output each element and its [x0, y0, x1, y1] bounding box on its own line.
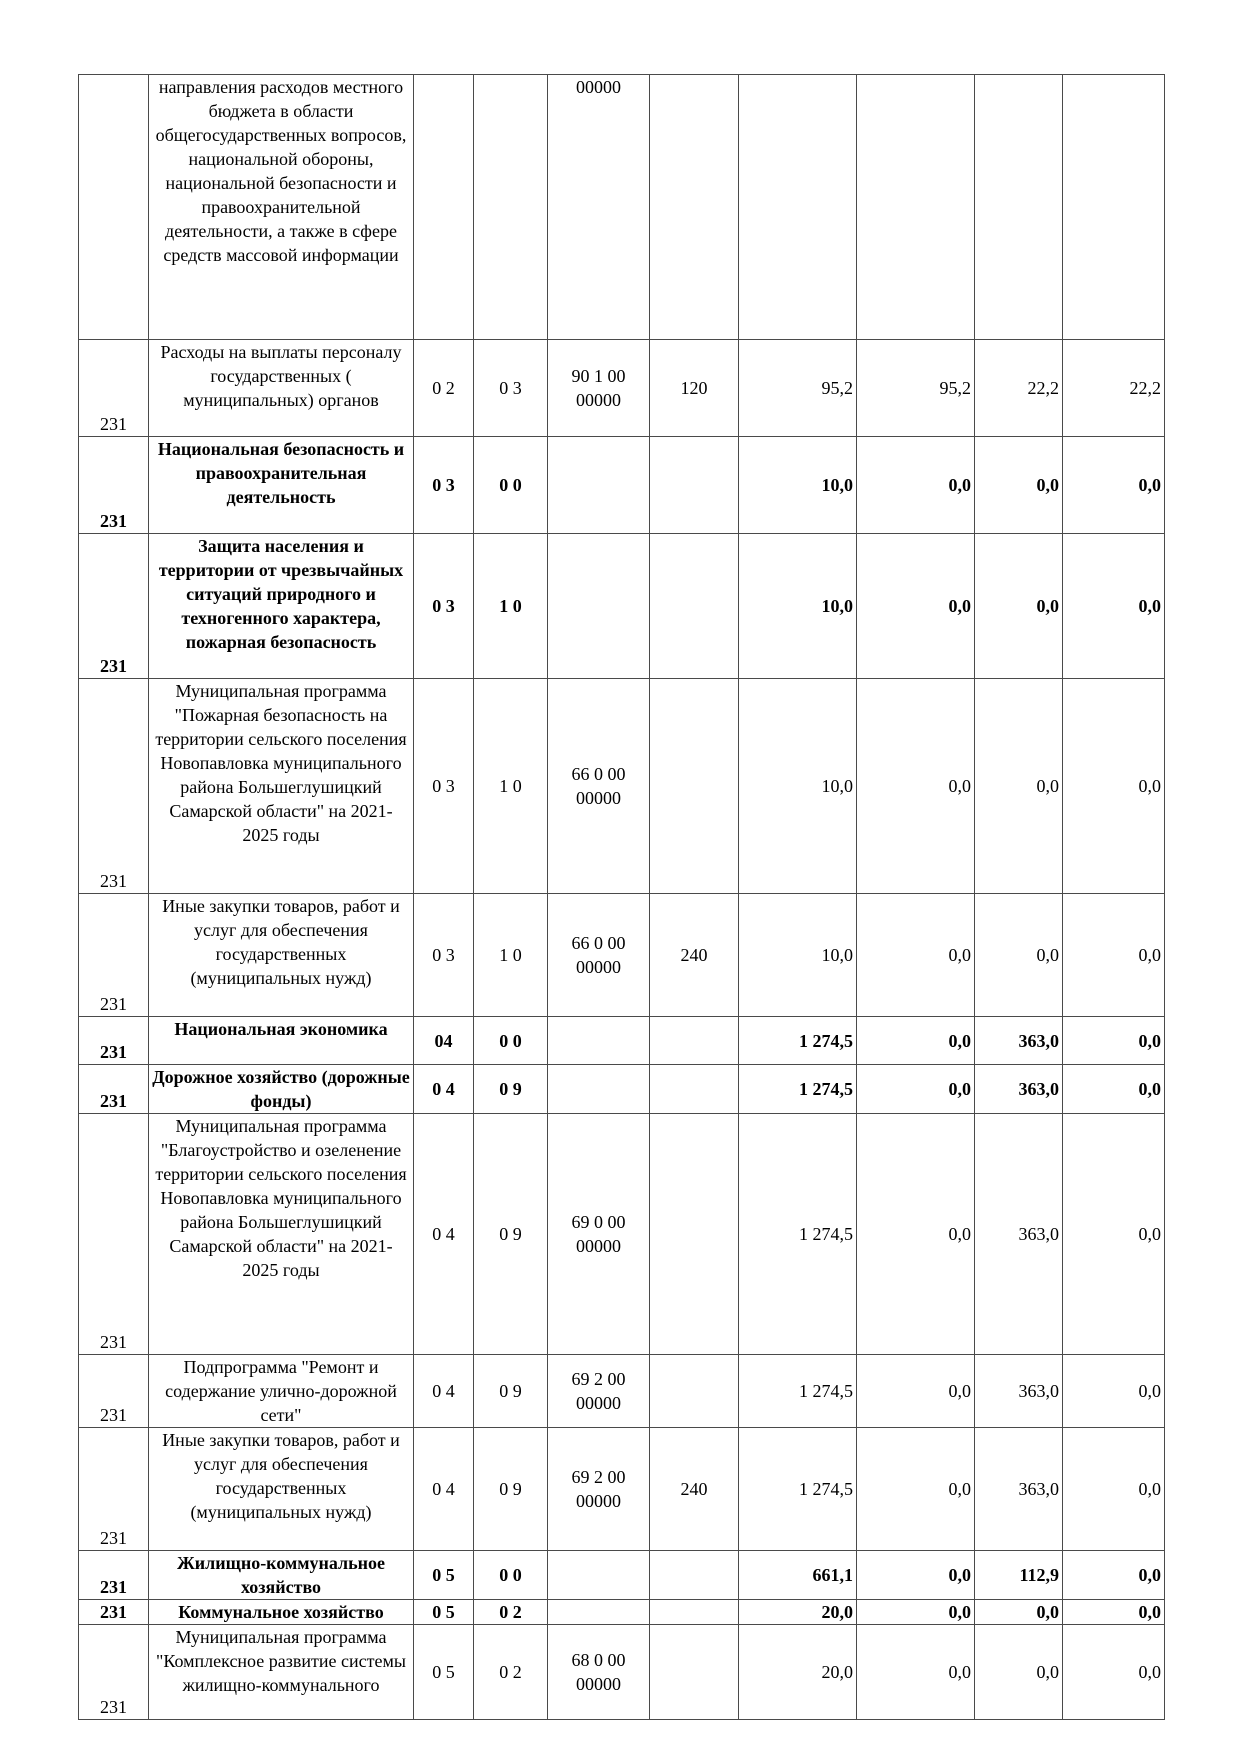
cell-code: 231	[79, 1355, 149, 1428]
cell-target-article	[548, 1600, 650, 1625]
cell-amount-4: 0,0	[1063, 679, 1165, 894]
cell-code: 231	[79, 1600, 149, 1625]
cell-target-article	[548, 1017, 650, 1065]
cell-amount-4: 0,0	[1063, 437, 1165, 534]
table-row	[79, 340, 1165, 437]
cell-amount-2: 0,0	[857, 1017, 975, 1065]
cell-name: Расходы на выплаты персоналу государственных ( муниципальных) органов	[149, 340, 414, 437]
cell-amount-3: 0,0	[975, 679, 1063, 894]
cell-amount-1: 10,0	[739, 894, 857, 1017]
cell-code: 231	[79, 534, 149, 679]
table-row	[79, 894, 1165, 1017]
cell-amount-4: 0,0	[1063, 1428, 1165, 1551]
cell-code: 231	[79, 894, 149, 1017]
cell-amount-1: 661,1	[739, 1551, 857, 1600]
cell-amount-1: 1 274,5	[739, 1355, 857, 1428]
cell-expense-type	[650, 1114, 739, 1355]
cell-amount-1	[739, 75, 857, 340]
cell-section: 0 3	[414, 894, 474, 1017]
cell-name: Муниципальная программа "Комплексное развитие системы жилищно-коммунального	[149, 1625, 414, 1720]
cell-subsection: 1 0	[474, 679, 548, 894]
cell-amount-4: 0,0	[1063, 534, 1165, 679]
cell-amount-3: 363,0	[975, 1355, 1063, 1428]
cell-name: Национальная экономика	[149, 1017, 414, 1065]
cell-amount-1: 20,0	[739, 1625, 857, 1720]
cell-section: 0 5	[414, 1600, 474, 1625]
cell-name: Подпрограмма "Ремонт и содержание улично-дорожной сети"	[149, 1355, 414, 1428]
cell-target-article: 66 0 00 00000	[548, 894, 650, 1017]
cell-target-article	[548, 1065, 650, 1114]
cell-amount-2: 0,0	[857, 1065, 975, 1114]
cell-amount-3: 363,0	[975, 1017, 1063, 1065]
cell-amount-2	[857, 75, 975, 340]
cell-name: Иные закупки товаров, работ и услуг для обеспечения государственных (муниципальных нужд)	[149, 894, 414, 1017]
table-row	[79, 1017, 1165, 1065]
cell-amount-4: 0,0	[1063, 1600, 1165, 1625]
cell-amount-3: 0,0	[975, 1625, 1063, 1720]
cell-amount-2: 0,0	[857, 1355, 975, 1428]
cell-amount-2: 0,0	[857, 1114, 975, 1355]
cell-amount-4: 0,0	[1063, 1114, 1165, 1355]
cell-amount-2: 0,0	[857, 894, 975, 1017]
cell-section: 0 2	[414, 340, 474, 437]
cell-expense-type	[650, 75, 739, 340]
table-row	[79, 437, 1165, 534]
cell-amount-2: 95,2	[857, 340, 975, 437]
cell-section: 0 5	[414, 1625, 474, 1720]
cell-amount-3: 112,9	[975, 1551, 1063, 1600]
cell-amount-3: 0,0	[975, 437, 1063, 534]
cell-section: 0 4	[414, 1428, 474, 1551]
cell-expense-type	[650, 437, 739, 534]
table-row	[79, 1114, 1165, 1355]
cell-expense-type: 240	[650, 1428, 739, 1551]
cell-expense-type	[650, 1017, 739, 1065]
cell-amount-2: 0,0	[857, 534, 975, 679]
cell-name: Национальная безопасность и правоохранительная деятельность	[149, 437, 414, 534]
cell-code: 231	[79, 340, 149, 437]
cell-amount-3: 22,2	[975, 340, 1063, 437]
cell-section: 04	[414, 1017, 474, 1065]
cell-subsection: 0 9	[474, 1428, 548, 1551]
cell-amount-4: 22,2	[1063, 340, 1165, 437]
cell-amount-1: 10,0	[739, 534, 857, 679]
cell-code: 231	[79, 1428, 149, 1551]
cell-target-article: 69 0 00 00000	[548, 1114, 650, 1355]
cell-target-article	[548, 534, 650, 679]
cell-amount-3	[975, 75, 1063, 340]
table-row	[79, 1065, 1165, 1114]
cell-target-article: 00000	[548, 75, 650, 340]
cell-amount-2: 0,0	[857, 1551, 975, 1600]
cell-name: Муниципальная программа "Пожарная безопасность на территории сельского поселения Новопавловка муниципального района Большеглушицкий Самарской области" на 2021-2025 годы	[149, 679, 414, 894]
cell-code: 231	[79, 1625, 149, 1720]
cell-subsection: 1 0	[474, 894, 548, 1017]
cell-subsection: 0 2	[474, 1600, 548, 1625]
cell-expense-type	[650, 1065, 739, 1114]
cell-amount-4: 0,0	[1063, 894, 1165, 1017]
cell-target-article: 69 2 00 00000	[548, 1355, 650, 1428]
cell-subsection: 0 0	[474, 1551, 548, 1600]
cell-amount-2: 0,0	[857, 1600, 975, 1625]
cell-amount-2: 0,0	[857, 437, 975, 534]
cell-target-article: 66 0 00 00000	[548, 679, 650, 894]
cell-amount-4: 0,0	[1063, 1065, 1165, 1114]
cell-amount-3: 363,0	[975, 1428, 1063, 1551]
cell-name: направления расходов местного бюджета в области общегосударственных вопросов, национальной обороны, национальной безопасности и правоохранительной деятельности, а также в сфере средств массовой информации	[149, 75, 414, 340]
cell-amount-2: 0,0	[857, 679, 975, 894]
cell-section: 0 4	[414, 1114, 474, 1355]
cell-amount-1: 95,2	[739, 340, 857, 437]
cell-code: 231	[79, 1017, 149, 1065]
cell-amount-3: 0,0	[975, 1600, 1063, 1625]
cell-amount-4: 0,0	[1063, 1625, 1165, 1720]
cell-section: 0 5	[414, 1551, 474, 1600]
cell-amount-1: 1 274,5	[739, 1065, 857, 1114]
cell-code: 231	[79, 1551, 149, 1600]
cell-amount-1: 1 274,5	[739, 1017, 857, 1065]
table-row	[79, 1355, 1165, 1428]
cell-subsection: 0 0	[474, 1017, 548, 1065]
cell-expense-type	[650, 1355, 739, 1428]
cell-amount-1: 1 274,5	[739, 1114, 857, 1355]
cell-expense-type	[650, 679, 739, 894]
cell-name: Жилищно-коммунальное хозяйство	[149, 1551, 414, 1600]
cell-subsection: 1 0	[474, 534, 548, 679]
table-row	[79, 75, 1165, 340]
cell-amount-2: 0,0	[857, 1428, 975, 1551]
cell-subsection: 0 9	[474, 1065, 548, 1114]
cell-amount-3: 363,0	[975, 1065, 1063, 1114]
cell-name: Муниципальная программа "Благоустройство и озеленение территории сельского поселения Новопавловка муниципального района Большеглушицкий Самарской области" на 2021-2025 годы	[149, 1114, 414, 1355]
cell-section: 0 3	[414, 679, 474, 894]
cell-section: 0 3	[414, 534, 474, 679]
cell-name: Иные закупки товаров, работ и услуг для обеспечения государственных (муниципальных нужд)	[149, 1428, 414, 1551]
cell-subsection: 0 9	[474, 1355, 548, 1428]
cell-subsection: 0 2	[474, 1625, 548, 1720]
cell-section: 0 4	[414, 1355, 474, 1428]
cell-section	[414, 75, 474, 340]
cell-amount-3: 0,0	[975, 534, 1063, 679]
cell-target-article	[548, 1551, 650, 1600]
table-row	[79, 1428, 1165, 1551]
cell-amount-4: 0,0	[1063, 1551, 1165, 1600]
cell-expense-type	[650, 1551, 739, 1600]
cell-amount-1: 10,0	[739, 679, 857, 894]
cell-name: Защита населения и территории от чрезвычайных ситуаций природного и техногенного характера, пожарная безопасность	[149, 534, 414, 679]
cell-target-article: 68 0 00 00000	[548, 1625, 650, 1720]
cell-amount-4	[1063, 75, 1165, 340]
table-row	[79, 679, 1165, 894]
cell-code: 231	[79, 437, 149, 534]
cell-code: 231	[79, 1114, 149, 1355]
cell-amount-1: 10,0	[739, 437, 857, 534]
cell-amount-4: 0,0	[1063, 1355, 1165, 1428]
cell-name: Коммунальное хозяйство	[149, 1600, 414, 1625]
cell-subsection	[474, 75, 548, 340]
cell-amount-3: 0,0	[975, 894, 1063, 1017]
cell-expense-type: 240	[650, 894, 739, 1017]
cell-amount-4: 0,0	[1063, 1017, 1165, 1065]
cell-subsection: 0 9	[474, 1114, 548, 1355]
cell-expense-type: 120	[650, 340, 739, 437]
cell-expense-type	[650, 534, 739, 679]
cell-name: Дорожное хозяйство (дорожные фонды)	[149, 1065, 414, 1114]
cell-subsection: 0 3	[474, 340, 548, 437]
budget-table-body	[79, 75, 1165, 1720]
table-row	[79, 534, 1165, 679]
cell-code	[79, 75, 149, 340]
cell-target-article: 90 1 00 00000	[548, 340, 650, 437]
table-row	[79, 1625, 1165, 1720]
cell-subsection: 0 0	[474, 437, 548, 534]
cell-code: 231	[79, 1065, 149, 1114]
cell-section: 0 3	[414, 437, 474, 534]
table-row	[79, 1551, 1165, 1600]
cell-code: 231	[79, 679, 149, 894]
cell-target-article: 69 2 00 00000	[548, 1428, 650, 1551]
cell-section: 0 4	[414, 1065, 474, 1114]
cell-amount-1: 20,0	[739, 1600, 857, 1625]
budget-table	[78, 74, 1165, 1720]
cell-expense-type	[650, 1600, 739, 1625]
cell-amount-1: 1 274,5	[739, 1428, 857, 1551]
cell-amount-3: 363,0	[975, 1114, 1063, 1355]
cell-amount-2: 0,0	[857, 1625, 975, 1720]
table-row	[79, 1600, 1165, 1625]
cell-target-article	[548, 437, 650, 534]
cell-expense-type	[650, 1625, 739, 1720]
